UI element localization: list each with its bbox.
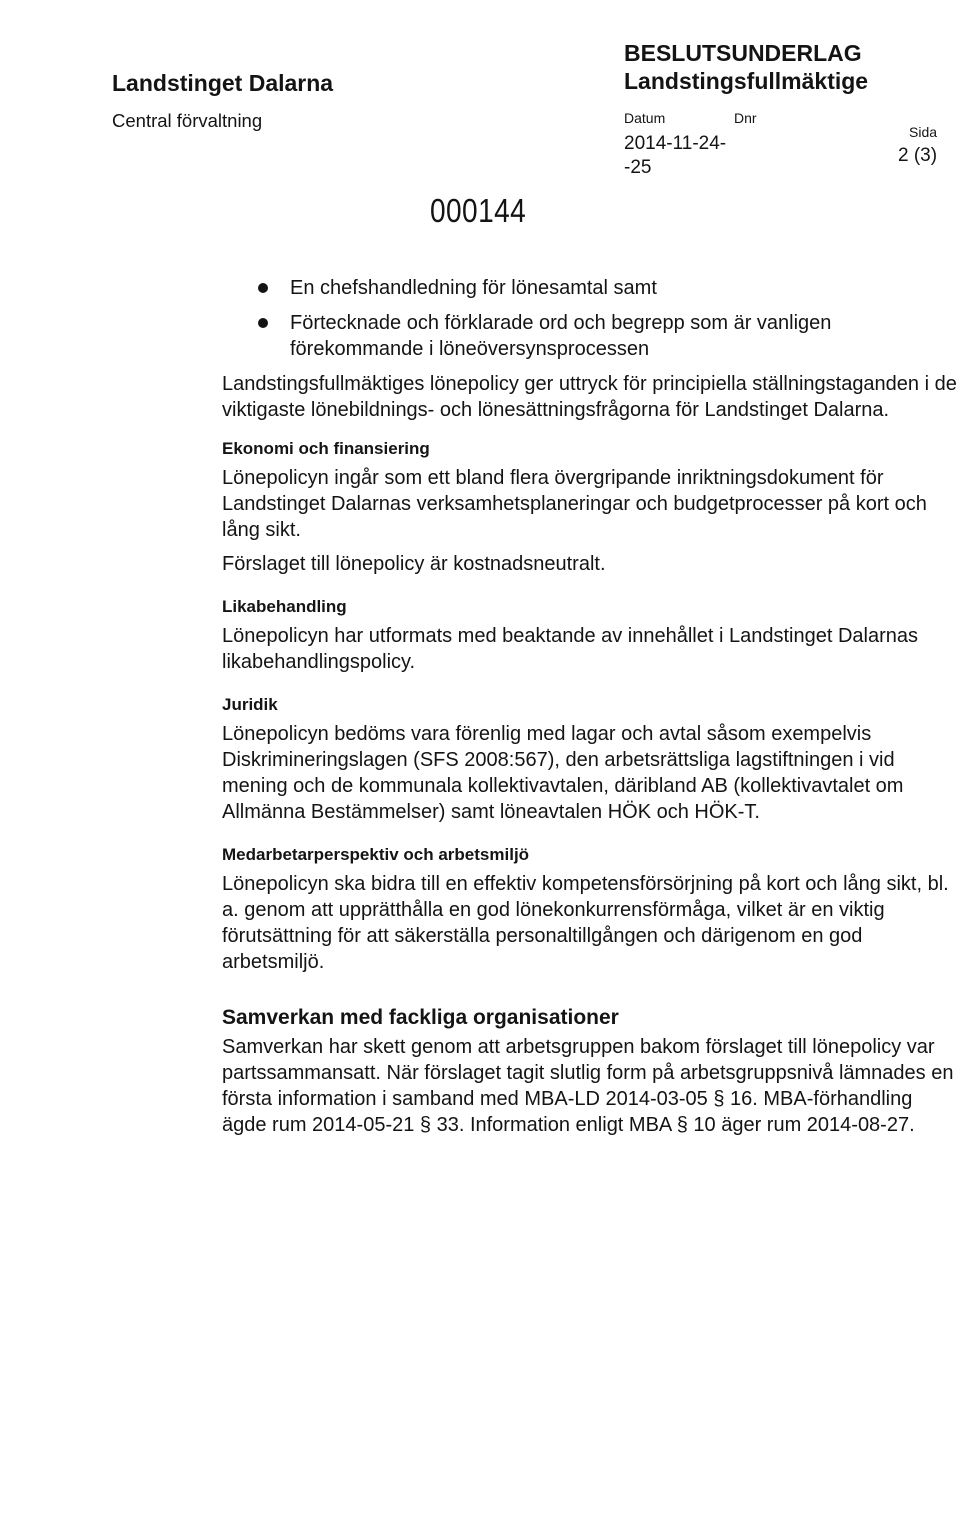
staff-paragraph: Lönepolicyn ska bidra till en effektiv kompetensförsörjning på kort och lång sikt, bl. a. genom att upprätthålla en god lönekonkurrensförmåga, vilket är en viktig förutsättning för att säkerställa personaltillgången och därigenom en god arbetsmiljö. bbox=[222, 873, 949, 973]
document-body bbox=[222, 275, 960, 1138]
page-label: Sida bbox=[909, 124, 938, 140]
bullet-icon bbox=[258, 283, 268, 293]
stamp-number: 000144 bbox=[430, 192, 527, 229]
date-label: Datum bbox=[624, 110, 666, 126]
equality-paragraph: Lönepolicyn har utformats med beaktande av innehållet i Landstinget Dalarnas likabehandlingspolicy. bbox=[222, 625, 918, 673]
document-type: BESLUTSUNDERLAG bbox=[624, 40, 862, 66]
list-item bbox=[222, 275, 960, 301]
bullet-list bbox=[222, 275, 960, 362]
section-heading-cooperation: Samverkan med fackliga organisationer bbox=[222, 1006, 619, 1029]
bullet-icon bbox=[258, 318, 268, 328]
section-heading-staff: Medarbetarperspektiv och arbetsmiljö bbox=[222, 845, 530, 864]
date-value-line2: -25 bbox=[624, 157, 652, 178]
legal-paragraph: Lönepolicyn bedöms vara förenlig med lagar och avtal såsom exempelvis Diskrimineringslagen (SFS 2008:567), den arbetsrättsliga lagstiftningen i vid mening och de kommunala kollektivavtalen, däribland AB (kollektivavtalet om Allmänna Bestämmelser) samt löneavtalen HÖK och HÖK-T. bbox=[222, 723, 904, 823]
list-item-text: Förtecknade och förklarade ord och begrepp som är vanligen förekommande i löneöversynsprocessen bbox=[290, 312, 832, 360]
section-heading-legal: Juridik bbox=[222, 695, 278, 714]
organization-unit: Central förvaltning bbox=[112, 110, 263, 131]
date-value bbox=[624, 132, 726, 180]
page-number: 2 (3) bbox=[898, 145, 938, 166]
cooperation-paragraph: Samverkan har skett genom att arbetsgruppen bakom förslaget till lönepolicy var partssammansatt. När förslaget tagit slutlig form på arbetsgruppsnivå lämnades en första information i samband med MBA-LD 2014-03-05 § 16. MBA-förhandling ägde rum 2014-05-21 § 33. Information enligt MBA § 10 äger rum 2014-08-27. bbox=[222, 1036, 954, 1136]
section-heading-equality: Likabehandling bbox=[222, 597, 347, 616]
economy-paragraph: Lönepolicyn ingår som ett bland flera övergripande inriktningsdokument för Landstinget Dalarnas verksamhetsplaneringar och budgetprocesser på kort och lång sikt. bbox=[222, 467, 927, 541]
date-value-line1: 2014-11-24- bbox=[624, 133, 727, 154]
dnr-label: Dnr bbox=[734, 110, 757, 126]
intro-paragraph: Landstingsfullmäktiges lönepolicy ger uttryck för principiella ställningstaganden i de viktigaste lönebildnings- och lönesättningsfrågorna för Landstinget Dalarna. bbox=[222, 373, 957, 421]
decision-body: Landstingsfullmäktige bbox=[624, 68, 869, 94]
economy-cost-paragraph: Förslaget till lönepolicy är kostnadsneutralt. bbox=[222, 553, 606, 575]
organization-name: Landstinget Dalarna bbox=[112, 70, 334, 96]
section-heading-economy: Ekonomi och finansiering bbox=[222, 439, 430, 458]
list-item bbox=[222, 310, 960, 362]
list-item-text: En chefshandledning för lönesamtal samt bbox=[290, 277, 657, 299]
